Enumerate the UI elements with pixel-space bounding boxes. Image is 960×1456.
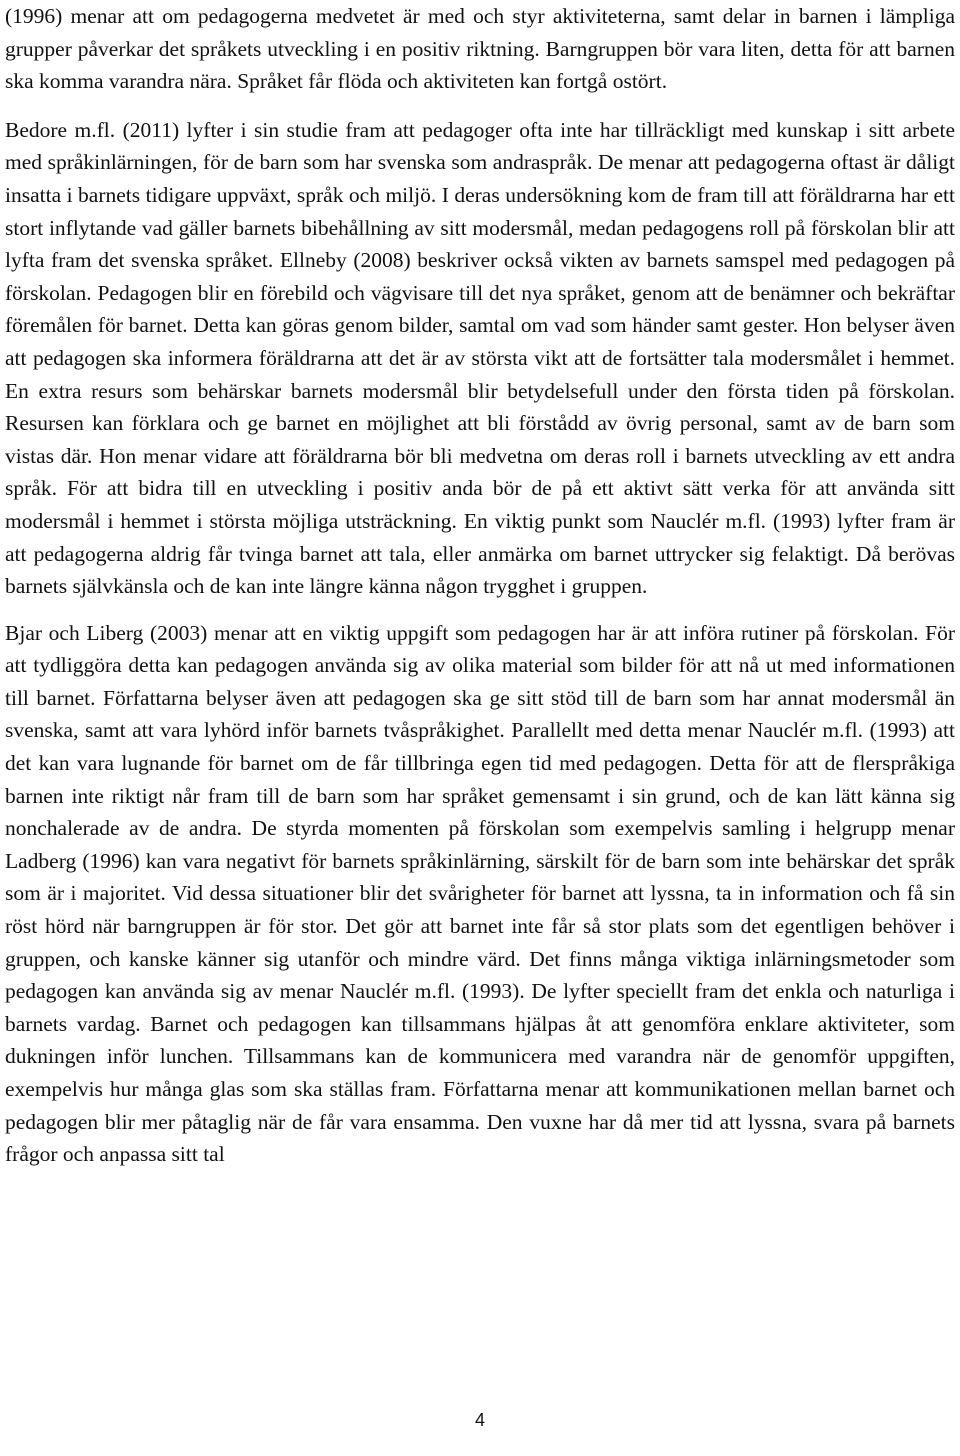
body-paragraph-2: Bedore m.fl. (2011) lyfter i sin studie fram att pedagoger ofta inte har tillräckligt med kunskap i sitt arbete med språkinlärningen, för de barn som har svenska som andraspråk. De menar att pedagogerna oftast är dåligt insatta i barnets tidigare uppväxt, språk och miljö. I deras undersökning kom de fram till att föräldrarna har ett stort inflytande vad gäller barnets bibehållning av sitt modersmål, medan pedagogens roll på förskolan blir att lyfta fram det svenska språket. Ellneby (2008) beskriver också vikten av barnets samspel med pedagogen på förskolan. Pedagogen blir en förebild och vägvisare till det nya språket, genom att de benämner och bekräftar föremålen för barnet. Detta kan göras genom bilder, samtal om vad som händer samt gester. Hon belyser även att pedagogen ska informera föräldrarna att det är av största vikt att de fortsätter tala modersmålet i hemmet. En extra resurs som behärskar barnets modersmål blir betydelsefull under den första tiden på förskolan. Resursen kan förklara och ge barnet en möjlighet att bli förstådd av övrig personal, samt av de barn som vistas där. Hon menar vidare att föräldrarna bör bli medvetna om deras roll i barnets utveckling av ett andra språk. För att bidra till en utveckling i positiv anda bör de på ett aktivt sätt verka för att använda sitt modersmål i hemmet i största möjliga utsträckning. En viktig punkt som Nauclér m.fl. (1993) lyfter fram är att pedagogerna aldrig får tvinga barnet att tala, eller anmärka om barnet uttrycker sig felaktigt. Då berövas barnets självkänsla och de kan inte längre känna någon trygghet i gruppen. [5, 117, 955, 599]
body-paragraph-3: Bjar och Liberg (2003) menar att en viktig uppgift som pedagogen har är att införa rutiner på förskolan. För att tydliggöra detta kan pedagogen använda sig av olika material som bilder för att nå ut med informationen till barnet. Författarna belyser även att pedagogen ska ge sitt stöd till de barn som har annat modersmål än svenska, samt att vara lyhörd inför barnets tvåspråkighet. Parallellt med detta menar Nauclér m.fl. (1993) att det kan vara lugnande för barnet om de får tillbringa egen tid med pedagogen. Detta för att de flerspråkiga barnen inte riktigt når fram till de barn som har språket gemensamt i sin grund, och de kan lätt känna sig nonchalerade av de andra. De styrda momenten på förskolan som exempelvis samling i helgrupp menar Ladberg (1996) kan vara negativt för barnets språkinlärning, särskilt för de barn som inte behärskar det språk som är i majoritet. Vid dessa situationer blir det svårigheter för barnet att lyssna, ta in information och få sin röst hörd när barngruppen är för stor. Det gör att barnet inte får så stor plats som det egentligen behöver i gruppen, och kanske känner sig utanför och mindre värd. Det finns många viktiga inlärningsmetoder som pedagogen kan använda sig av menar Nauclér m.fl. (1993). De lyfter speciellt fram det enkla och naturliga i barnets vardag. Barnet och pedagogen kan tillsammans hjälpas åt att genomföra enklare aktiviteter, som dukningen inför lunchen. Tillsammans kan de kommunicera med varandra när de genomför uppgiften, exempelvis hur många glas som ska ställas fram. Författarna menar att kommunikationen mellan barnet och pedagogen blir mer påtaglig när de får vara ensamma. Den vuxne har då mer tid att lyssna, svara på barnets frågor och anpassa sitt tal [5, 620, 955, 1167]
document-page [5, 0, 955, 1171]
body-paragraph-1: (1996) menar att om pedagogerna medvetet är med och styr aktiviteterna, samt delar in barnen i lämpliga grupper påverkar det språkets utveckling i en positiv riktning. Barngruppen bör vara liten, detta för att barnen ska komma varandra nära. Språket får flöda och aktiviteten kan fortgå ostört. [5, 4, 955, 94]
page-number: 4 [474, 1410, 485, 1430]
